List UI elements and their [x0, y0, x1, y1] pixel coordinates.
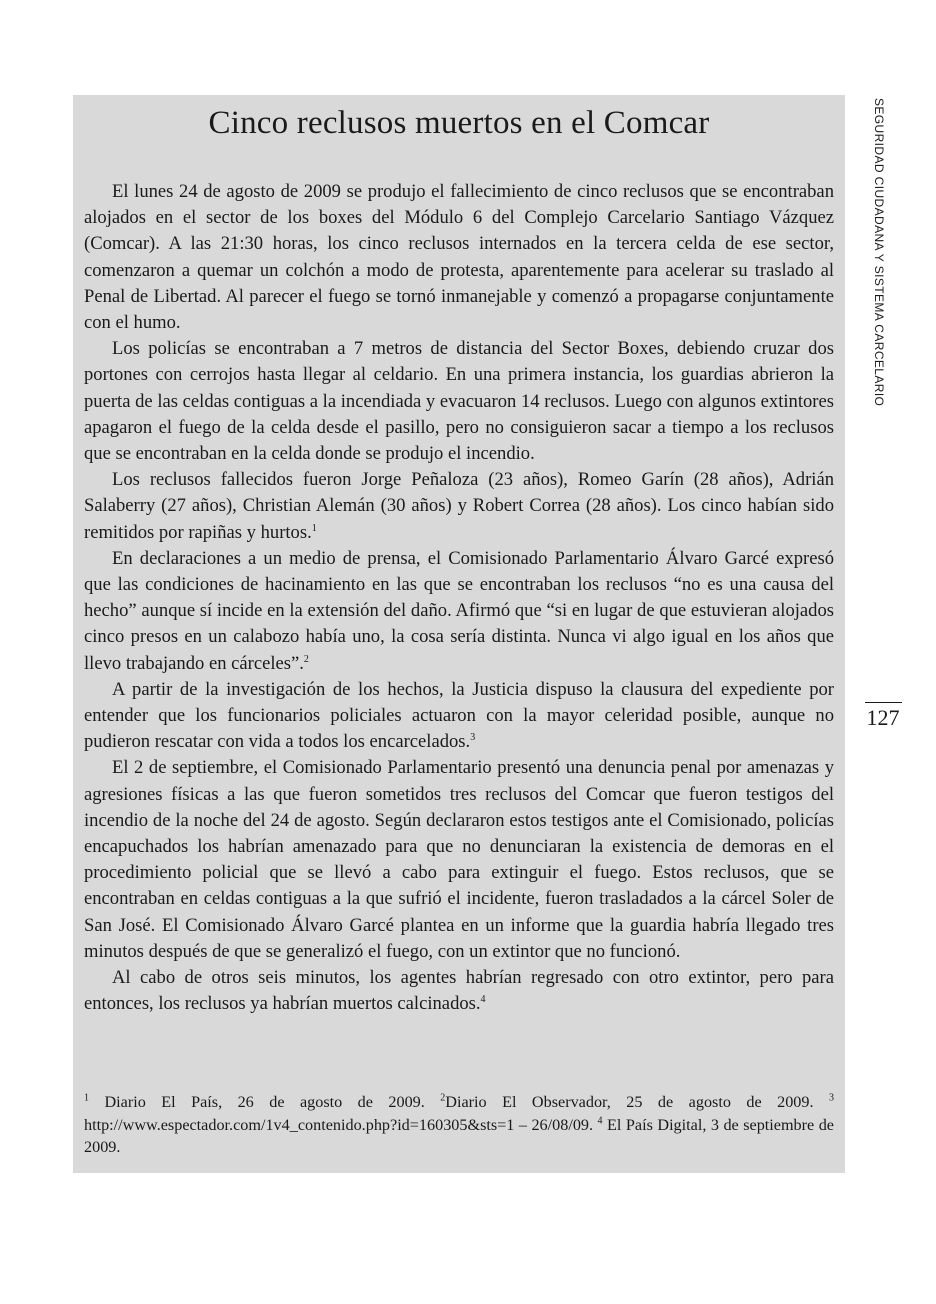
paragraph-1: El lunes 24 de agosto de 2009 se produjo el fallecimiento de cinco reclusos que se encontraban alojados en el sector de los boxes del Módulo 6 del Complejo Carcelario Santiago Vázquez (Comcar). A las 21:30 horas, los cinco reclusos internados en la tercera celda de ese sector, comenzaron a quemar un colchón a modo de protesta, aparentemente para acelerar su traslado al Penal de Libertad. Al parecer el fuego se tornó inmanejable y comenzó a propagarse conjuntamente con el humo. [84, 181, 834, 334]
page-number: 127 [866, 705, 900, 730]
article-title: Cinco reclusos muertos en el Comcar [208, 105, 710, 141]
running-head: SEGURIDAD CIUDADANA Y SISTEMA CARCELARIO [872, 98, 886, 407]
footnote-ref-2[interactable]: 2 [303, 653, 309, 665]
footnote-mark-3: 3 [829, 1092, 834, 1104]
paragraph-6: El 2 de septiembre, el Comisionado Parlamentario presentó una denuncia penal por amenazas y agresiones físicas a las que fueron sometidos tres reclusos del Comcar que fueron testigos del incendio de la noche del 24 de agosto. Según declararon estos testigos ante el Comisionado, policías encapuchados los habrían amenazado para que no denunciaran la existencia de demoras en el procedimiento policial que se llevó a cabo para extinguir el fuego. Estos reclusos, que se encontraban en celdas contiguas a la que sufrió el incidente, fueron trasladados a la cárcel Soler de San José. El Comisionado Álvaro Garcé plantea en un informe que la guardia habría llegado tres minutos después de que se generalizó el fuego, con un extintor que no funcionó. [84, 757, 834, 962]
footnote-ref-3[interactable]: 3 [470, 732, 476, 744]
footnote-4: El País Digital, 3 de septiembre de 2009. [84, 1115, 834, 1156]
paragraph-3: Los reclusos fallecidos fueron Jorge Peñaloza (23 años), Romeo Garín (28 años), Adrián Salaberry (27 años), Christian Alemán (30 años) y Robert Correa (28 años). Los cinco habían sido remitidos por rapiñas y hurtos.$^1$ [84, 469, 834, 543]
paragraph-2: Los policías se encontraban a 7 metros de distancia del Sector Boxes, debiendo cruzar dos portones con cerrojos hasta llegar al celdario. En una primera instancia, los guardias abrieron la puerta de las celdas contiguas a la incendiada y evacuaron 14 reclusos. Luego con algunos extintores apagaron el fuego de la celda desde el pasillo, pero no consiguieron sacar a tiempo a los reclusos que se encontraban en la celda donde se produjo el incendio. [84, 338, 834, 465]
footnote-2: Diario El Observador, 25 de agosto de 2009. [445, 1093, 829, 1111]
boxed-article [73, 95, 845, 1173]
running-head-container [864, 98, 894, 418]
footnote-1: Diario El País, 26 de agosto de 2009. [89, 1093, 441, 1111]
page-number-rule [865, 702, 902, 703]
footnote-mark-2: 2 [440, 1092, 446, 1104]
footnote-mark-1: 1 [84, 1092, 89, 1104]
footnote-3[interactable]: http://www.espectador.com/1v4_contenido.php?id=160305&sts=1 – 26/08/09. [84, 1115, 598, 1134]
footnote-mark-4: 4 [597, 1115, 603, 1127]
footnote-ref-4[interactable]: 4 [480, 994, 486, 1006]
paragraph-7: Al cabo de otros seis minutos, los agentes habrían regresado con otro extintor, pero para entonces, los reclusos ya habrían muertos calcinados.$^4$ [84, 967, 834, 1015]
footnotes [84, 1091, 834, 1159]
paragraph-4: En declaraciones a un medio de prensa, el Comisionado Parlamentario Álvaro Garcé expresó que las condiciones de hacinamiento en las que se encontraban los reclusos “no es una causa del hecho” aunque sí incide en la extensión del daño. Afirmó que “si en lugar de que estuvieran alojados cinco presos en un calabozo había uno, la cosa sería distinta. Nunca vi algo igual en los años que llevo trabajando en cárceles”.$^2$ [84, 547, 834, 674]
footnote-ref-1[interactable]: 1 [311, 522, 317, 534]
paragraph-5: A partir de la investigación de los hechos, la Justicia dispuso la clausura del expediente por entender que los funcionarios policiales actuaron con la mayor celeridad posible, aunque no pudieron rescatar con vida a todos los encarcelados.$^3$ [84, 678, 834, 753]
